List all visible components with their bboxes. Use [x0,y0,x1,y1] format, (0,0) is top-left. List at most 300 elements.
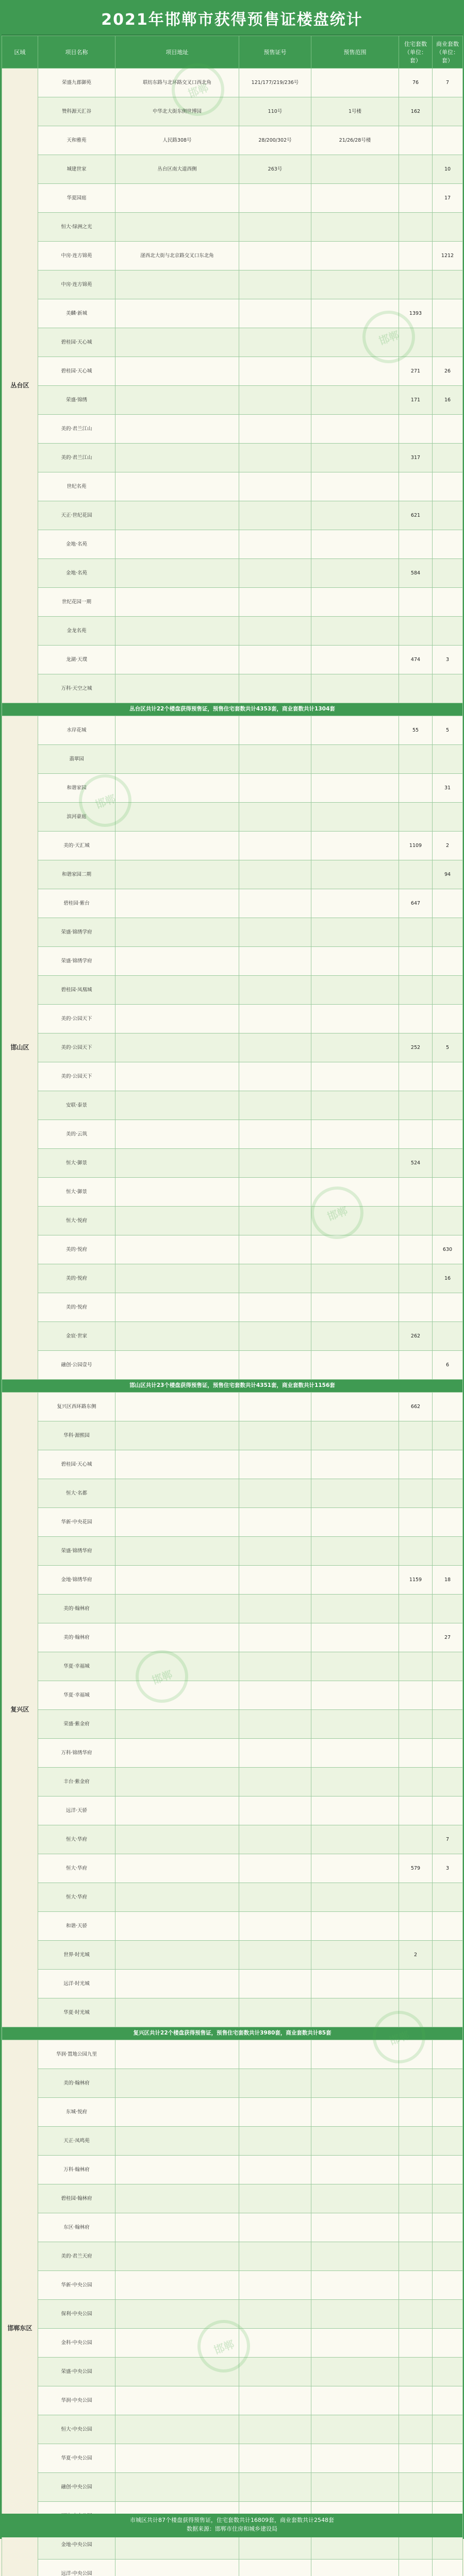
section-summary-row [2,2027,463,2040]
presale-scope-cell [311,2444,399,2473]
project-address-cell [115,444,239,472]
presale-scope-cell [311,530,399,559]
residential-units-cell [399,1091,433,1120]
residential-units-cell [399,1825,433,1854]
commercial-units-cell: 2 [433,832,463,860]
project-address-cell [115,386,239,415]
commercial-units-cell [433,1739,463,1768]
project-name-cell: 金宸·世家 [38,1322,115,1351]
project-address-cell [115,918,239,947]
project-address-cell [115,270,239,299]
commercial-units-cell [433,1207,463,1235]
project-address-cell [115,2386,239,2415]
table-row [2,242,463,270]
commercial-units-cell [433,1797,463,1825]
project-name-cell: 美麟·新城 [38,299,115,328]
residential-units-cell [399,328,433,357]
project-name-cell: 华新·中央公园 [38,2271,115,2300]
table-row [2,2444,463,2473]
footer-source: 数据来源：邯郸市住房和城乡建设局 [2,2525,462,2534]
project-name-cell: 恒大·御景 [38,1149,115,1178]
project-address-cell [115,2444,239,2473]
watermark-logo: 邯郸 [190,2313,258,2380]
project-name-cell: 碧桂园·天心城 [38,328,115,357]
table-row [2,357,463,386]
commercial-units-cell [433,2473,463,2502]
footer-total: 市城区共计87个楼盘获得预售证，住宅套数共计16809套，商业套数共计2548套 [2,2516,462,2525]
presale-scope-cell [311,2156,399,2184]
table-row [2,1421,463,1450]
residential-units-cell [399,2560,433,2576]
table-row [2,1941,463,1970]
presale-scope-cell [311,386,399,415]
commercial-units-cell [433,1322,463,1351]
area-cell: 复兴区 [2,1393,38,2027]
presale-cert-cell [239,2184,311,2213]
presale-cert-cell [239,860,311,889]
presale-cert-cell [239,2415,311,2444]
commercial-units-cell [433,472,463,501]
project-address-cell [115,1768,239,1797]
project-address-cell [115,1854,239,1883]
commercial-units-cell: 18 [433,1566,463,1595]
residential-units-cell [399,674,433,703]
project-name-cell: 融创·公园壹号 [38,1351,115,1380]
presale-cert-cell [239,299,311,328]
commercial-units-cell [433,976,463,1005]
project-name-cell: 美的·君兰天府 [38,2242,115,2271]
residential-units-cell [399,2127,433,2156]
presale-cert-cell: 263号 [239,155,311,184]
commercial-units-cell [433,2040,463,2069]
project-name-cell: 保利·中央公园 [38,2300,115,2329]
project-name-cell: 美的·翰林府 [38,2069,115,2098]
commercial-units-cell [433,918,463,947]
presale-scope-cell [311,1293,399,1322]
project-name-cell: 美的·天汇城 [38,832,115,860]
residential-units-cell [399,1178,433,1207]
project-address-cell [115,1178,239,1207]
residential-units-cell [399,1912,433,1941]
commercial-units-cell [433,97,463,126]
project-name-cell: 东区·翰林府 [38,2213,115,2242]
presale-scope-cell [311,2069,399,2098]
presale-cert-cell [239,1854,311,1883]
project-address-cell: 中华北大街东侧世博园 [115,97,239,126]
presale-scope-cell [311,1797,399,1825]
project-address-cell [115,1941,239,1970]
table-row [2,716,463,745]
table-row [2,1912,463,1941]
commercial-units-cell [433,617,463,646]
commercial-units-cell [433,2358,463,2386]
presale-scope-cell [311,357,399,386]
presale-scope-cell [311,1091,399,1120]
presale-cert-cell [239,1710,311,1739]
project-name-cell: 和谐家园 [38,774,115,803]
presale-cert-cell [239,1739,311,1768]
residential-units-cell [399,1970,433,1998]
project-address-cell [115,2271,239,2300]
project-address-cell [115,947,239,976]
commercial-units-cell [433,270,463,299]
project-name-cell: 碧桂园·天心城 [38,1450,115,1479]
project-name-cell: 恒大·御景 [38,1178,115,1207]
project-name-cell: 华夏·时光城 [38,1998,115,2027]
table-row [2,2386,463,2415]
residential-units-cell: 171 [399,386,433,415]
table-row [2,1566,463,1595]
project-address-cell [115,213,239,242]
project-address-cell [115,976,239,1005]
presale-scope-cell [311,860,399,889]
project-name-cell: 华润·中央公园 [38,2386,115,2415]
project-address-cell [115,328,239,357]
project-name-cell: 融创·中央公园 [38,2473,115,2502]
presale-cert-cell [239,1970,311,1998]
residential-units-cell [399,918,433,947]
project-name-cell: 中房·连方锦苑 [38,270,115,299]
table-row [2,1293,463,1322]
project-address-cell [115,1652,239,1681]
residential-units-cell [399,1623,433,1652]
residential-units-cell [399,1537,433,1566]
presale-scope-cell [311,1421,399,1450]
project-address-cell [115,1825,239,1854]
project-name-cell: 天和雅苑 [38,126,115,155]
residential-units-cell [399,1235,433,1264]
project-name-cell: 万科·翰林府 [38,2156,115,2184]
residential-units-cell [399,1351,433,1380]
residential-units-cell: 2 [399,1941,433,1970]
commercial-units-cell: 16 [433,386,463,415]
presale-cert-cell [239,745,311,774]
commercial-units-cell [433,1120,463,1149]
residential-units-cell [399,1450,433,1479]
project-address-cell [115,2560,239,2576]
header-presale-scope: 预售范围 [311,36,399,69]
residential-units-cell: 1393 [399,299,433,328]
presale-scope-cell [311,501,399,530]
project-name-cell: 安联·泰景 [38,1091,115,1120]
project-address-cell [115,184,239,213]
residential-units-cell [399,1005,433,1033]
commercial-units-cell [433,674,463,703]
presale-scope-cell [311,1768,399,1797]
presale-scope-cell [311,1062,399,1091]
table-row [2,559,463,588]
commercial-units-cell [433,2300,463,2329]
commercial-units-cell: 27 [433,1623,463,1652]
table-row [2,1883,463,1912]
presale-scope-cell [311,1351,399,1380]
commercial-units-cell [433,126,463,155]
project-address-cell [115,1537,239,1566]
project-name-cell: 华润·置地公园九里 [38,2040,115,2069]
presale-scope-cell [311,1739,399,1768]
residential-units-cell [399,1797,433,1825]
residential-units-cell [399,1120,433,1149]
presale-scope-cell [311,1235,399,1264]
header-commercial-units: 商业套数（单位：套） [433,36,463,69]
project-address-cell [115,617,239,646]
project-name-cell: 美的·君兰江山 [38,444,115,472]
project-name-cell: 华新·中央花园 [38,1508,115,1537]
presale-scope-cell [311,1322,399,1351]
presale-scope-cell [311,2271,399,2300]
residential-units-cell: 1109 [399,832,433,860]
presale-scope-cell [311,1149,399,1178]
presale-cert-cell [239,2127,311,2156]
project-name-cell: 金地·名苑 [38,559,115,588]
page-title: 2021年邯郸市获得预售证楼盘统计 [2,2,462,36]
section-summary: 复兴区共计22个楼盘获得预售证，预售住宅套数共计3980套，商业套数共计85套 [2,2027,463,2040]
project-address-cell: 联纺东路与北环路交叉口西北角 [115,69,239,97]
presale-scope-cell [311,1883,399,1912]
table-row [2,444,463,472]
residential-units-cell [399,2300,433,2329]
project-name-cell: 金龙名苑 [38,617,115,646]
project-name-cell: 华科·源熙园 [38,1421,115,1450]
presale-cert-cell [239,1998,311,2027]
table-row [2,1005,463,1033]
commercial-units-cell [433,444,463,472]
commercial-units-cell: 10 [433,155,463,184]
watermark-logo: 邯郸 [164,56,232,124]
section-summary: 丛台区共计22个楼盘获得预售证，预售住宅套数共计4353套，商业套数共计1304套 [2,703,463,716]
table-row [2,97,463,126]
project-address-cell [115,716,239,745]
project-name-cell: 东城·悦府 [38,2098,115,2127]
presale-scope-cell: 1号楼 [311,97,399,126]
project-address-cell [115,1970,239,1998]
table-row [2,472,463,501]
residential-units-cell [399,415,433,444]
presale-cert-cell [239,803,311,832]
presale-scope-cell [311,299,399,328]
presale-cert-cell [239,2358,311,2386]
project-name-cell: 恒大·悦府 [38,1207,115,1235]
presale-scope-cell [311,155,399,184]
presale-scope-cell [311,1941,399,1970]
commercial-units-cell: 16 [433,1264,463,1293]
commercial-units-cell: 31 [433,774,463,803]
table-row [2,1178,463,1207]
presale-cert-cell [239,1566,311,1595]
table-row [2,270,463,299]
presale-cert-cell [239,1005,311,1033]
project-address-cell: 丛台区南大道西侧 [115,155,239,184]
commercial-units-cell [433,2098,463,2127]
presale-scope-cell [311,1710,399,1739]
area-cell: 邯郸东区 [2,2040,38,2576]
project-address-cell [115,1508,239,1537]
presale-cert-cell [239,2213,311,2242]
presale-scope-cell [311,2415,399,2444]
table-row [2,1623,463,1652]
project-address-cell [115,1566,239,1595]
presale-cert-cell [239,1652,311,1681]
residential-units-cell: 262 [399,1322,433,1351]
project-name-cell: 金地·中央公园 [38,2531,115,2560]
watermark-logo: 邯郸 [72,767,139,835]
residential-units-cell [399,1652,433,1681]
table-row [2,2329,463,2358]
presale-cert-cell [239,242,311,270]
residential-units-cell [399,1681,433,1710]
project-name-cell: 碧桂园·翰林府 [38,2184,115,2213]
presale-cert-cell [239,530,311,559]
project-address-cell [115,1351,239,1380]
presale-scope-cell [311,2040,399,2069]
residential-units-cell [399,2386,433,2415]
presale-cert-cell [239,774,311,803]
project-address-cell [115,2098,239,2127]
project-name-cell: 美的·悦府 [38,1264,115,1293]
presale-cert-cell [239,2156,311,2184]
presale-cert-cell [239,617,311,646]
project-address-cell [115,646,239,674]
project-name-cell: 远洋·时光城 [38,1970,115,1998]
residential-units-cell [399,860,433,889]
table-row [2,803,463,832]
project-name-cell: 金科·中央公园 [38,2329,115,2358]
commercial-units-cell: 5 [433,716,463,745]
residential-units-cell [399,2242,433,2271]
project-address-cell [115,803,239,832]
table-row [2,1149,463,1178]
commercial-units-cell [433,299,463,328]
presale-scope-cell [311,242,399,270]
watermark-logo: 邯郸 [128,1643,196,1710]
presale-cert-cell [239,2069,311,2098]
project-name-cell: 恒大·华府 [38,1883,115,1912]
project-name-cell: 荣盛·中央公园 [38,2358,115,2386]
presale-scope-cell [311,1652,399,1681]
commercial-units-cell [433,501,463,530]
residential-units-cell [399,2184,433,2213]
commercial-units-cell [433,2560,463,2576]
table-row [2,1479,463,1508]
presale-cert-cell [239,1293,311,1322]
project-address-cell [115,2358,239,2386]
project-address-cell [115,2473,239,2502]
project-address-cell [115,530,239,559]
residential-units-cell [399,1264,433,1293]
presale-scope-cell [311,2560,399,2576]
project-name-cell: 碧桂园·天心城 [38,357,115,386]
residential-units-cell: 271 [399,357,433,386]
commercial-units-cell [433,1062,463,1091]
residential-units-cell [399,472,433,501]
presale-cert-cell [239,1825,311,1854]
commercial-units-cell [433,1941,463,1970]
presale-scope-cell [311,774,399,803]
table-row [2,530,463,559]
table-row [2,1768,463,1797]
project-name-cell: 翡翠园 [38,745,115,774]
presale-cert-cell [239,2242,311,2271]
project-address-cell [115,860,239,889]
commercial-units-cell [433,889,463,918]
presale-cert-cell [239,1595,311,1623]
residential-units-cell [399,126,433,155]
commercial-units-cell: 94 [433,860,463,889]
residential-units-cell [399,617,433,646]
presale-cert-cell [239,1537,311,1566]
project-address-cell [115,2184,239,2213]
residential-units-cell [399,2271,433,2300]
commercial-units-cell [433,1912,463,1941]
table-row [2,2242,463,2271]
section-summary-row [2,1380,463,1393]
commercial-units-cell: 3 [433,646,463,674]
presale-scope-cell [311,976,399,1005]
presale-cert-cell [239,328,311,357]
project-name-cell: 荣盛·锦绣华府 [38,1537,115,1566]
residential-units-cell: 252 [399,1033,433,1062]
presale-cert-cell [239,1768,311,1797]
commercial-units-cell [433,1508,463,1537]
table-row [2,1091,463,1120]
presale-cert-cell [239,2386,311,2415]
presale-cert-cell [239,674,311,703]
table-row [2,1998,463,2027]
table-row [2,1739,463,1768]
presale-scope-cell [311,588,399,617]
project-address-cell [115,2127,239,2156]
commercial-units-cell [433,2213,463,2242]
presale-scope-cell [311,2473,399,2502]
commercial-units-cell: 1212 [433,242,463,270]
presale-cert-cell: 110号 [239,97,311,126]
project-address-cell [115,674,239,703]
presale-scope-cell [311,1207,399,1235]
residential-units-cell [399,2213,433,2242]
residential-units-cell [399,1883,433,1912]
project-address-cell [115,1207,239,1235]
project-name-cell: 美的·云筑 [38,1120,115,1149]
presale-cert-cell [239,1235,311,1264]
presale-cert-cell [239,1393,311,1421]
table-row [2,328,463,357]
project-address-cell [115,774,239,803]
presale-scope-cell [311,2329,399,2358]
project-address-cell [115,2069,239,2098]
presale-cert-cell [239,1062,311,1091]
commercial-units-cell [433,2386,463,2415]
table-row [2,2184,463,2213]
presale-scope-cell [311,674,399,703]
presale-scope-cell [311,1970,399,1998]
presale-scope-cell [311,2127,399,2156]
project-address-cell [115,1293,239,1322]
project-name-cell: 荣盛·锦绣学府 [38,918,115,947]
commercial-units-cell [433,947,463,976]
presale-cert-cell [239,2329,311,2358]
residential-units-cell [399,1207,433,1235]
presale-scope-cell [311,2386,399,2415]
presale-scope-cell [311,2213,399,2242]
table-row [2,1264,463,1293]
project-address-cell [115,2040,239,2069]
table-row [2,1322,463,1351]
project-name-cell: 华夏·中央公园 [38,2444,115,2473]
project-address-cell [115,1998,239,2027]
table-row [2,155,463,184]
residential-units-cell [399,2473,433,2502]
footer [2,2514,462,2537]
